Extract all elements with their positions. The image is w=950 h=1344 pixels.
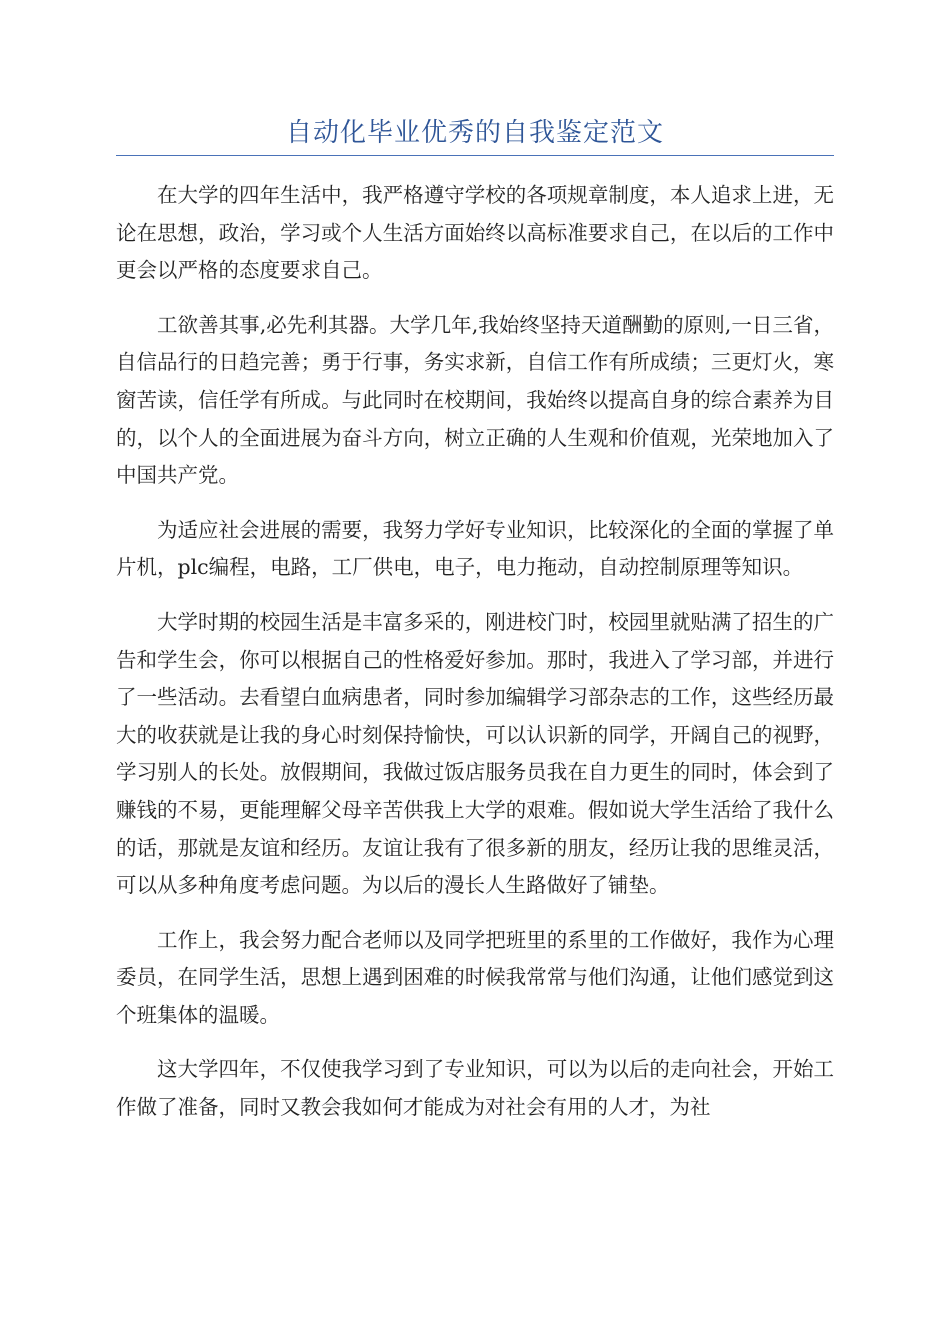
paragraph-1: 在大学的四年生活中，我严格遵守学校的各项规章制度，本人追求上进，无论在思想，政治，学习或个人生活方面始终以高标准要求自己，在以后的工作中更会以严格的态度要求自己。 [116,183,834,283]
paragraph-3: 为适应社会进展的需要，我努力学好专业知识，比较深化的全面的掌握了单片机，plc编程，电路，工厂供电，电子，电力拖动，自动控制原理等知识。 [116,517,834,580]
document-body [116,177,834,1144]
paragraph-5: 工作上，我会努力配合老师以及同学把班里的系里的工作做好，我作为心理委员，在同学生活，思想上遇到困难的时候我常常与他们沟通，让他们感觉到这个班集体的温暖。 [116,927,834,1027]
document-title: 自动化毕业优秀的自我鉴定范文 [285,118,664,148]
paragraph-4: 大学时期的校园生活是丰富多采的，刚进校门时，校园里就贴满了招生的广告和学生会，你可以根据自己的性格爱好参加。那时，我进入了学习部，并进行了一些活动。去看望白血病患者，同时参加编辑学习部杂志的工作，这些经历最大的收获就是让我的身心时刻保持愉快，可以认识新的同学，开阔自己的视野，学习别人的长处。放假期间，我做过饭店服务员我在自力更生的同时，体会到了赚钱的不易，更能理解父母辛苦供我上大学的艰难。假如说大学生活给了我什么的话，那就是友谊和经历。友谊让我有了很多新的朋友，经历让我的思维灵活，可以从多种角度考虑问题。为以后的漫长人生路做好了铺垫。 [116,609,834,898]
title-underline [116,155,834,156]
paragraph-2: 工欲善其事,必先利其器。大学几年,我始终坚持天道酬勤的原则,一日三省，自信品行的日趋完善；勇于行事，务实求新，自信工作有所成绩；三更灯火，寒窗苦读，信任学有所成。与此同时在校期间，我始终以提高自身的综合素养为目的，以个人的全面进展为奋斗方向，树立正确的人生观和价值观，光荣地加入了中国共产党。 [116,312,834,488]
paragraph-6: 这大学四年，不仅使我学习到了专业知识，可以为以后的走向社会，开始工作做了准备，同时又教会我如何才能成为对社会有用的人才，为社 [116,1057,834,1120]
